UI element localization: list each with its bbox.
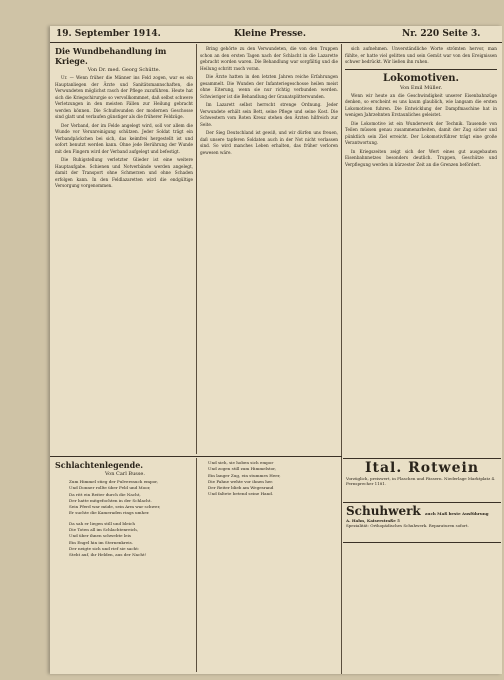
ad-rule [343, 458, 501, 459]
poem-left [55, 460, 195, 670]
poem-line: Ein langer Zug, ein stummes Heer, [208, 472, 281, 478]
poem-line: Und zogen still zum Himmelstor, [208, 466, 276, 472]
poem-line: Die Toten all im Schlachtenreich, [69, 527, 139, 533]
poem-stanza [69, 521, 195, 559]
poem-line: Zum Himmel stieg der Pulverrauch empor, [69, 479, 158, 484]
ad-company: A. Hahn, Kaiserstraße 5 [346, 518, 400, 523]
article-paragraph: sich aufnehmen. Unverständliche Worte strömten hervor, man fühlte, er hatte viel gelitten und sein Gemüt war von den Ereignissen schwer bedrückt. Wir ließen ihn ruhen. [345, 46, 497, 64]
article-paragraph: Die Lokomotive ist ein Wunderwerk der Technik. Tausende von Teilen müssen genau zusammenarbeiten, damit der Zug sicher und pünktlich sein Ziel erreicht. Der Lokomotivführer trägt eine große Verantwortung. [345, 120, 497, 145]
article-paragraph: Wenn wir heute an die Geschwindigkeit unserer Eisenbahnzüge denken, so erscheint es uns kaum glaublich, wie langsam die ersten Lokomotiven fuhren. Die Entwicklung der Dampfmaschine hat in wenigen Jahrzehnten Erstaunliches geleistet. [345, 92, 497, 117]
ad-title: Ital. Rotwein [364, 460, 480, 476]
section-rule [50, 456, 342, 457]
article-author: Von Dr. med. Georg Schütte. [87, 67, 161, 73]
article-paragraph: In Kriegszeiten zeigt sich der Wert eines gut ausgebauten Eisenbahnnetzes besonders deutlich. Truppen, Geschütze und Verpflegung werden in kürzester Zeit an die Grenzen befördert. [345, 148, 497, 167]
poem-line: Der hatte mitgefochten in der Schlacht. [69, 497, 152, 503]
article-paragraph: Bring gehörte zu den Verwundeten, die von den Truppen schon an den ersten Tagen nach der Schlacht in die Lazarette gebracht worden waren. Die Behandlung war sorgfältig und die Heilung schritt rasch voran. [200, 46, 338, 71]
article-continued [200, 46, 338, 454]
article-locomotives [345, 46, 497, 454]
article-wound-treatment [55, 46, 193, 454]
ad-rule [343, 502, 501, 503]
header-issue: Nr. 220 Seite 3. [402, 29, 481, 39]
section-rule [345, 69, 497, 70]
poem-line: Ein Engel hin im Sternenkreis. [69, 539, 133, 545]
column-divider [341, 44, 342, 674]
poem-stanza [208, 460, 340, 498]
poem-right [200, 460, 340, 670]
article-paragraph: Ur. — Wenn früher die Männer ins Feld zogen, war es ein Hauptanliegen der Ärzte und Sanitätsmannschaften, die Verwundeten möglichst rasch der Pflege zuzuführen. Heute hat sich die Kriegschirurgie so vervollkommnet, daß selbst schwere Verletzungen in den meisten Fällen zur Heilung gebracht werden können. Die Schußwunden der modernen Geschosse sind glatt und verlaufen günstiger als die früherer Feldzüge. [55, 75, 193, 119]
article-paragraph: Die Ruhigstellung verletzter Glieder ist eine weitere Hauptaufgabe. Schienen und Notverbände werden angelegt, damit der Transport ohne Schmerzen und ohne Schaden erfolgen kann. In den Feldlazaretten wird die endgültige Versorgung vorgenommen. [55, 157, 193, 188]
article-paragraph: Im Lazarett selbst herrscht strenge Ordnung. Jeder Verwundete erhält sein Bett, seine Pflege und seine Kost. Die Schwestern vom Roten Kreuz stehen den Ärzten hilfreich zur Seite. [200, 102, 338, 127]
page-header [50, 26, 502, 43]
poem-line: Der neigte sich und rief sie sacht: [69, 545, 140, 551]
poem-line: Der Reiter blieb am Wegesrand [208, 485, 274, 491]
poem-line: Da sah er liegen still und bleich [69, 520, 135, 526]
poem-line: Und Donner rollte über Feld und Moor, [69, 485, 151, 491]
poem-line: Steht auf, ihr Helden, aus der Nacht! [69, 552, 147, 558]
ad-wine [346, 460, 498, 500]
ad-text: Vorzüglich, preiswert, in Flaschen und Fässern. Niederlage Marktplatz 4. Fernsprecher 1181. [346, 476, 496, 486]
poem-line: Sein Pferd war müde, sein Arm war schwer, [69, 504, 161, 510]
poem-line: Und über ihnen schwebte leis [69, 533, 131, 539]
header-paper-name: Kleine Presse. [234, 29, 307, 39]
ad-text: Spezialität: Orthopädisches Schuhwerk. Reparaturen sofort. [346, 523, 469, 528]
poem-line: Und sieh, sie hoben sich empor [208, 460, 274, 465]
newspaper-page [50, 26, 502, 674]
ad-sub: auch Maß beste Ausführung [424, 511, 489, 516]
header-date: 19. September 1914. [56, 29, 161, 39]
article-title: Die Wundbehandlung im Kriege. [55, 46, 167, 66]
poem-title: Schlachtenlegende. [55, 460, 144, 470]
column-divider [196, 44, 197, 454]
article-title: Lokomotiven. [383, 72, 459, 84]
poem-line: Er suchte die Kameraden rings umher. [69, 510, 150, 516]
poem-line: Da ritt ein Reiter durch die Nacht, [69, 491, 141, 497]
article-paragraph: Der Verband, der im Felde angelegt wird, soll vor allem die Wunde vor Verunreinigung schützen. Jeder Soldat trägt ein Verbandpäckchen bei sich, das keimfrei hergestellt ist und sofort benutzt werden kann. Ohne jede Berührung der Wunde mit den Fingern wird der Verband aufgelegt und befestigt. [55, 122, 193, 154]
column-divider [196, 458, 197, 672]
poem-author: Von Carl Busse. [105, 471, 145, 477]
ad-title: Schuhwerk [346, 504, 421, 518]
poem-stanza [69, 479, 195, 517]
article-paragraph: Die Ärzte hatten in den letzten Jahren reiche Erfahrungen gesammelt. Die Wunden der Infanteriegeschosse heilen meist ohne Eiterung, wenn sie nur richtig verbunden werden. Schwieriger ist die Behandlung der Granatsplitterwunden. [200, 74, 338, 99]
article-paragraph: Der Sieg Deutschland ist gewiß, und wir dürfen uns freuen, daß unsere tapferen Soldaten auch in der Not nicht verlassen sind. So wird manches Leben erhalten, das früher verloren gewesen wäre. [200, 130, 338, 155]
ad-shoes [346, 504, 498, 540]
article-author: Von Emil Müller. [399, 84, 443, 91]
ad-rule [343, 542, 501, 543]
poem-line: Und faltete betend seine Hand. [208, 491, 274, 497]
poem-line: Die Fahne wehte vor ihnen her. [208, 478, 274, 484]
